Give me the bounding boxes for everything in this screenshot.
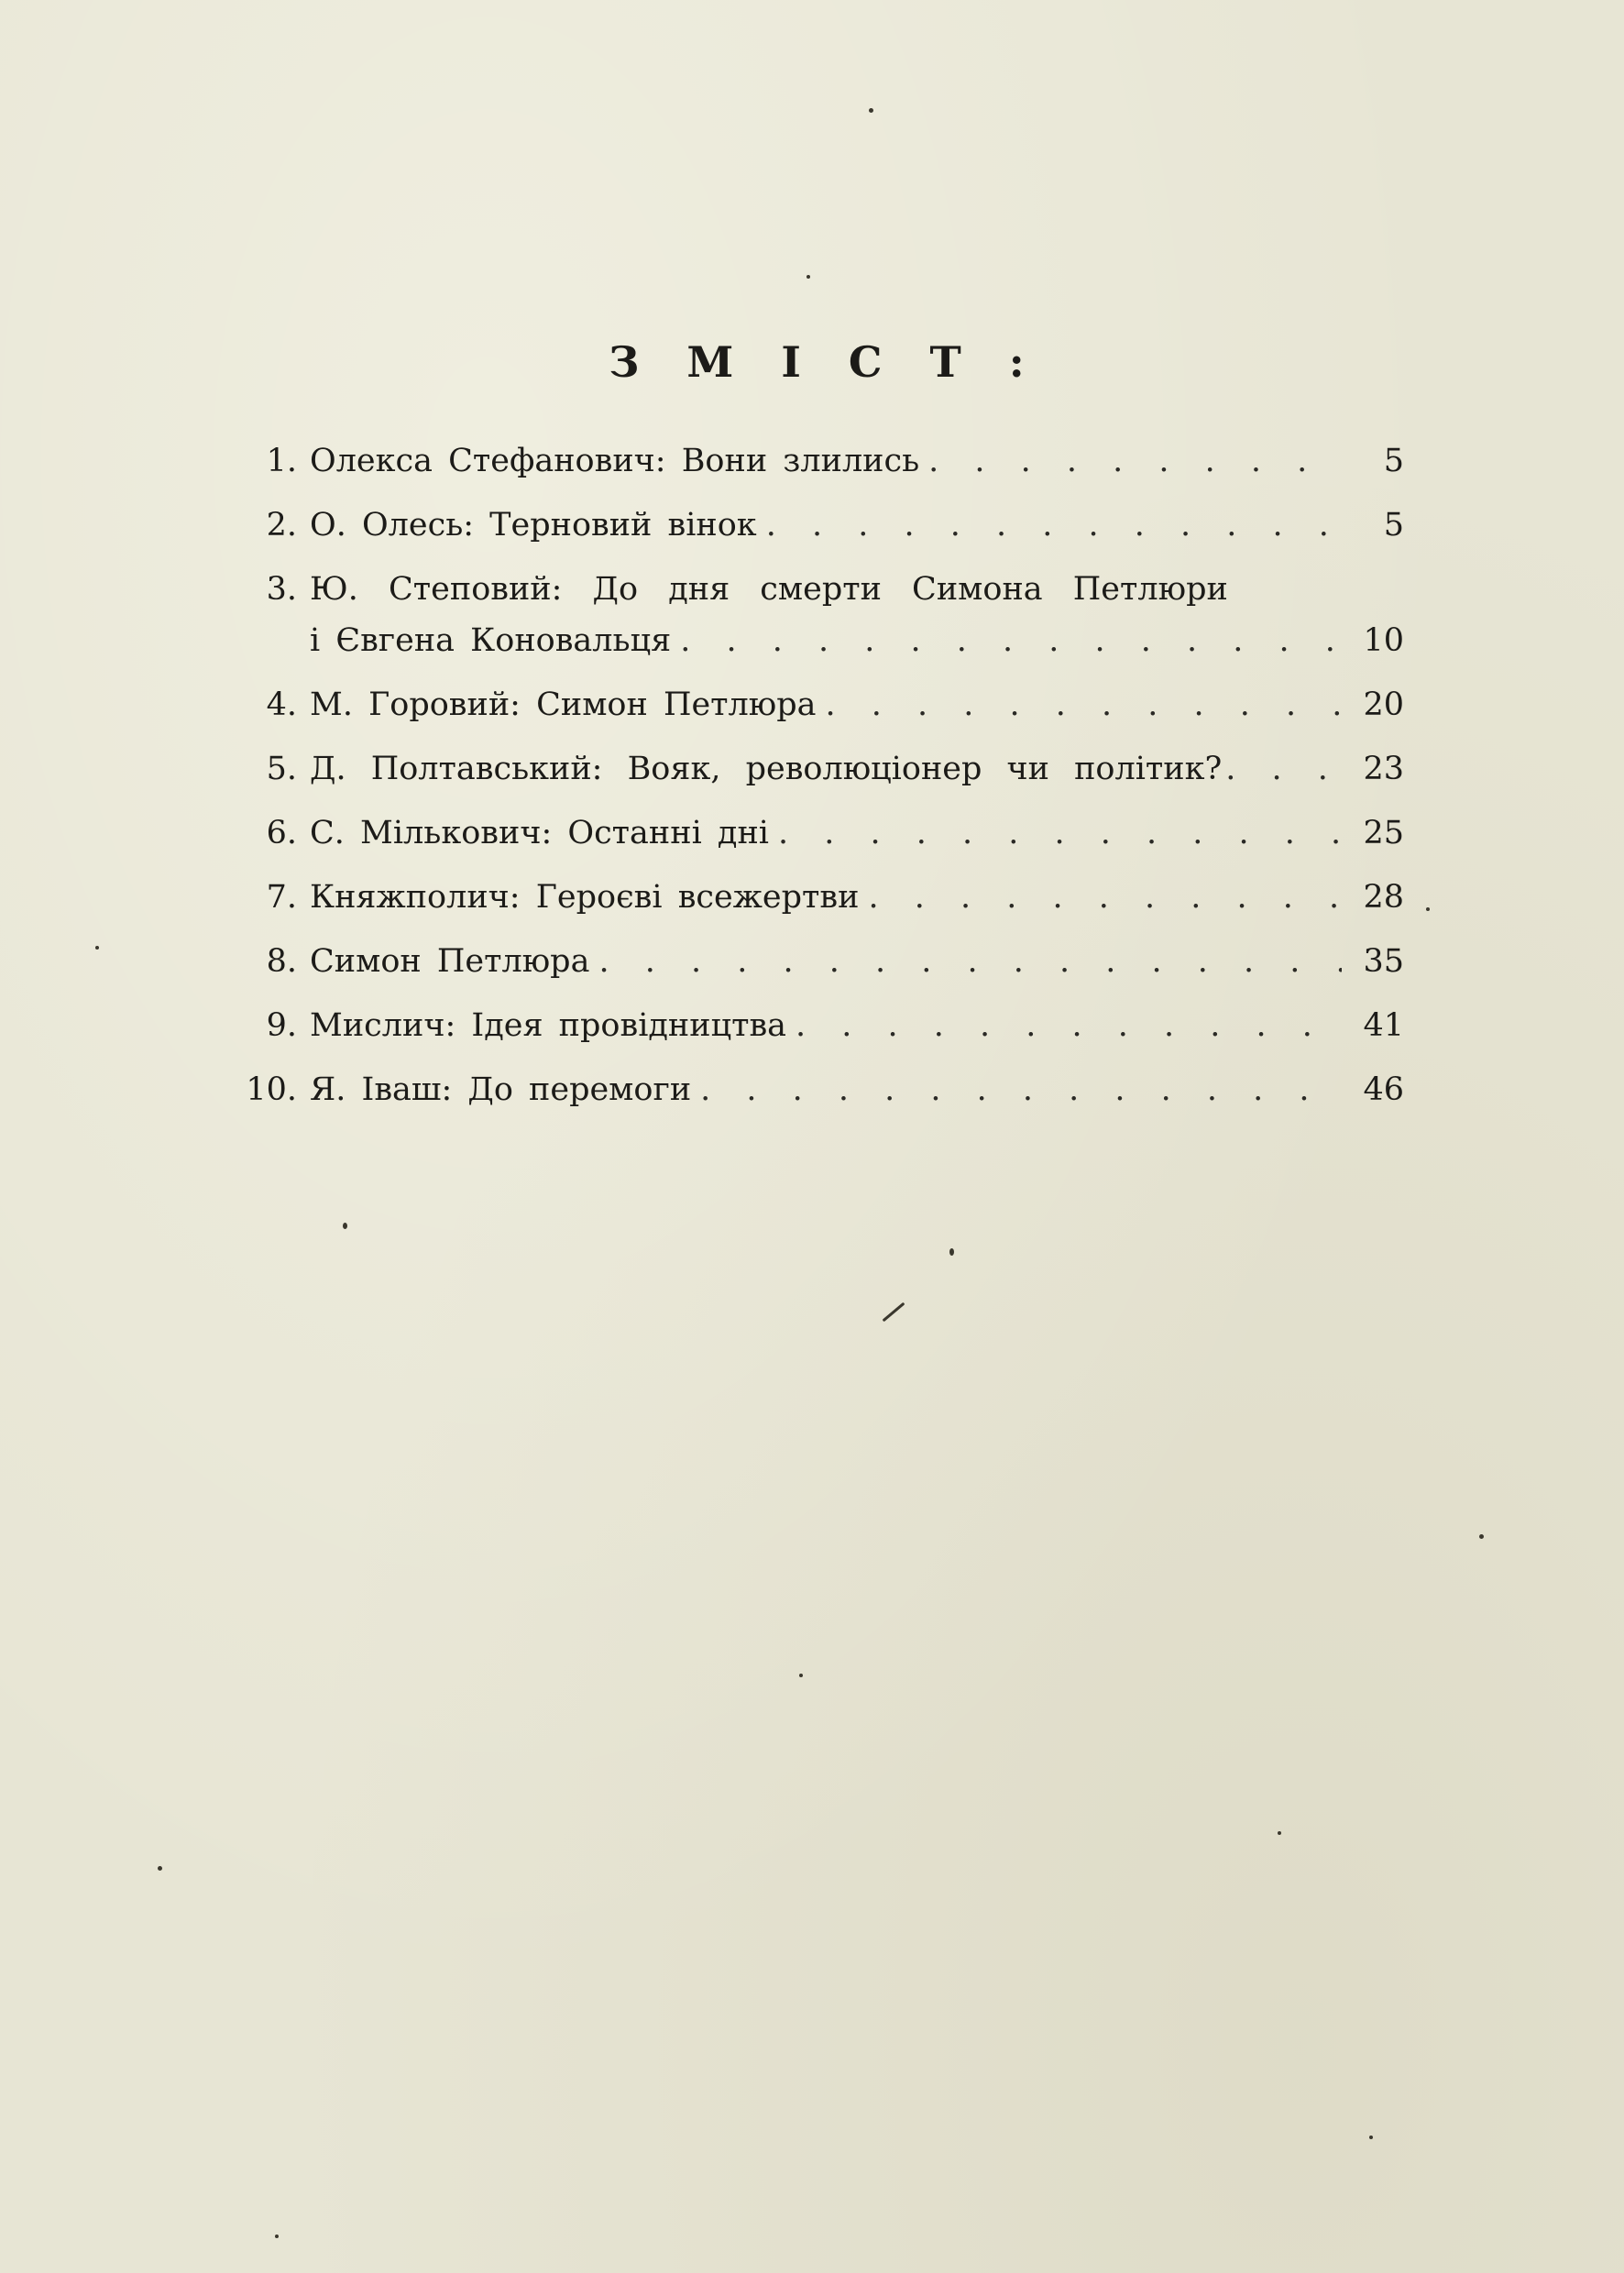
- entry-title: Княжполич: Героєві всежертви: [310, 879, 860, 916]
- paper-speck: [807, 275, 810, 279]
- dot-leader: [868, 865, 1342, 929]
- entry-title: С. Мількович: Останні дні: [310, 815, 769, 851]
- entry-number: 7.: [266, 879, 297, 916]
- paper-speck: [883, 1302, 905, 1323]
- entry-number: 8.: [266, 943, 297, 980]
- entry-number: 9.: [266, 1007, 297, 1044]
- toc-entry: [240, 801, 1404, 865]
- toc-entry: [240, 929, 1404, 994]
- dot-leader: [766, 493, 1342, 557]
- entry-page-number: 5: [1383, 443, 1404, 479]
- dot-leader: [796, 994, 1342, 1058]
- paper-speck: [1369, 2136, 1373, 2139]
- paper-speck: [158, 1866, 162, 1871]
- entry-page-number: 23: [1363, 751, 1404, 787]
- toc-entry: [240, 493, 1404, 557]
- toc-entry: [240, 737, 1404, 801]
- paper-speck: [343, 1223, 347, 1229]
- entry-title: М. Горовий: Симон Петлюра: [310, 686, 817, 723]
- toc-heading: З М І С Т :: [609, 337, 1041, 387]
- entry-number: 3.: [266, 571, 297, 608]
- paper-speck: [1426, 907, 1430, 911]
- entry-page-number: 46: [1363, 1071, 1404, 1108]
- paper-speck: [799, 1674, 803, 1677]
- entry-page-number: 35: [1363, 943, 1404, 980]
- entry-number: 5.: [266, 751, 297, 787]
- paper-speck: [275, 2235, 279, 2238]
- dot-leader: [928, 429, 1342, 493]
- entry-number: 2.: [266, 507, 297, 544]
- dot-leader: [700, 1058, 1342, 1122]
- dot-leader: [598, 929, 1342, 994]
- entry-title: Я. Іваш: До перемоги: [310, 1071, 692, 1108]
- paper-speck: [1479, 1534, 1484, 1539]
- entry-page-number: 28: [1363, 879, 1404, 916]
- paper-speck: [1278, 1831, 1281, 1835]
- toc-entry: [240, 994, 1404, 1058]
- entry-title: Д. Полтавський: Вояк, революціонер чи політик?: [310, 751, 1223, 787]
- entry-title-continuation: і Євгена Коновальця: [310, 622, 672, 659]
- toc-entry: [240, 1058, 1404, 1122]
- entry-number: 4.: [266, 686, 297, 723]
- entry-number: 6.: [266, 815, 297, 851]
- dot-leader: [680, 615, 1342, 666]
- entry-title: Олекса Стефанович: Вони злились: [310, 443, 920, 479]
- entry-number: 10.: [246, 1071, 297, 1108]
- entry-title: О. Олесь: Терновий вінок: [310, 507, 757, 544]
- entry-title: Ю. Степовий: До дня смерти Симона Петлюри: [310, 571, 1228, 608]
- entry-page-number: 10: [1363, 622, 1404, 659]
- entry-title: Мислич: Ідея провідництва: [310, 1007, 787, 1044]
- dot-leader: [826, 673, 1342, 737]
- toc-entry: [240, 429, 1404, 493]
- paper-speck: [869, 108, 873, 113]
- entry-title: Симон Петлюра: [310, 943, 590, 980]
- toc-entry: [240, 557, 1404, 673]
- dot-leader: [1225, 737, 1347, 801]
- entry-page-number: 41: [1363, 1007, 1404, 1044]
- toc-entry: [240, 673, 1404, 737]
- entry-page-number: 20: [1363, 686, 1404, 723]
- entry-number: 1.: [266, 443, 297, 479]
- paper-speck: [949, 1248, 954, 1256]
- entry-page-number: 5: [1383, 507, 1404, 544]
- entry-page-number: 25: [1363, 815, 1404, 851]
- toc-list: [240, 429, 1404, 1122]
- paper-speck: [95, 946, 99, 950]
- dot-leader: [778, 801, 1342, 865]
- toc-entry: [240, 865, 1404, 929]
